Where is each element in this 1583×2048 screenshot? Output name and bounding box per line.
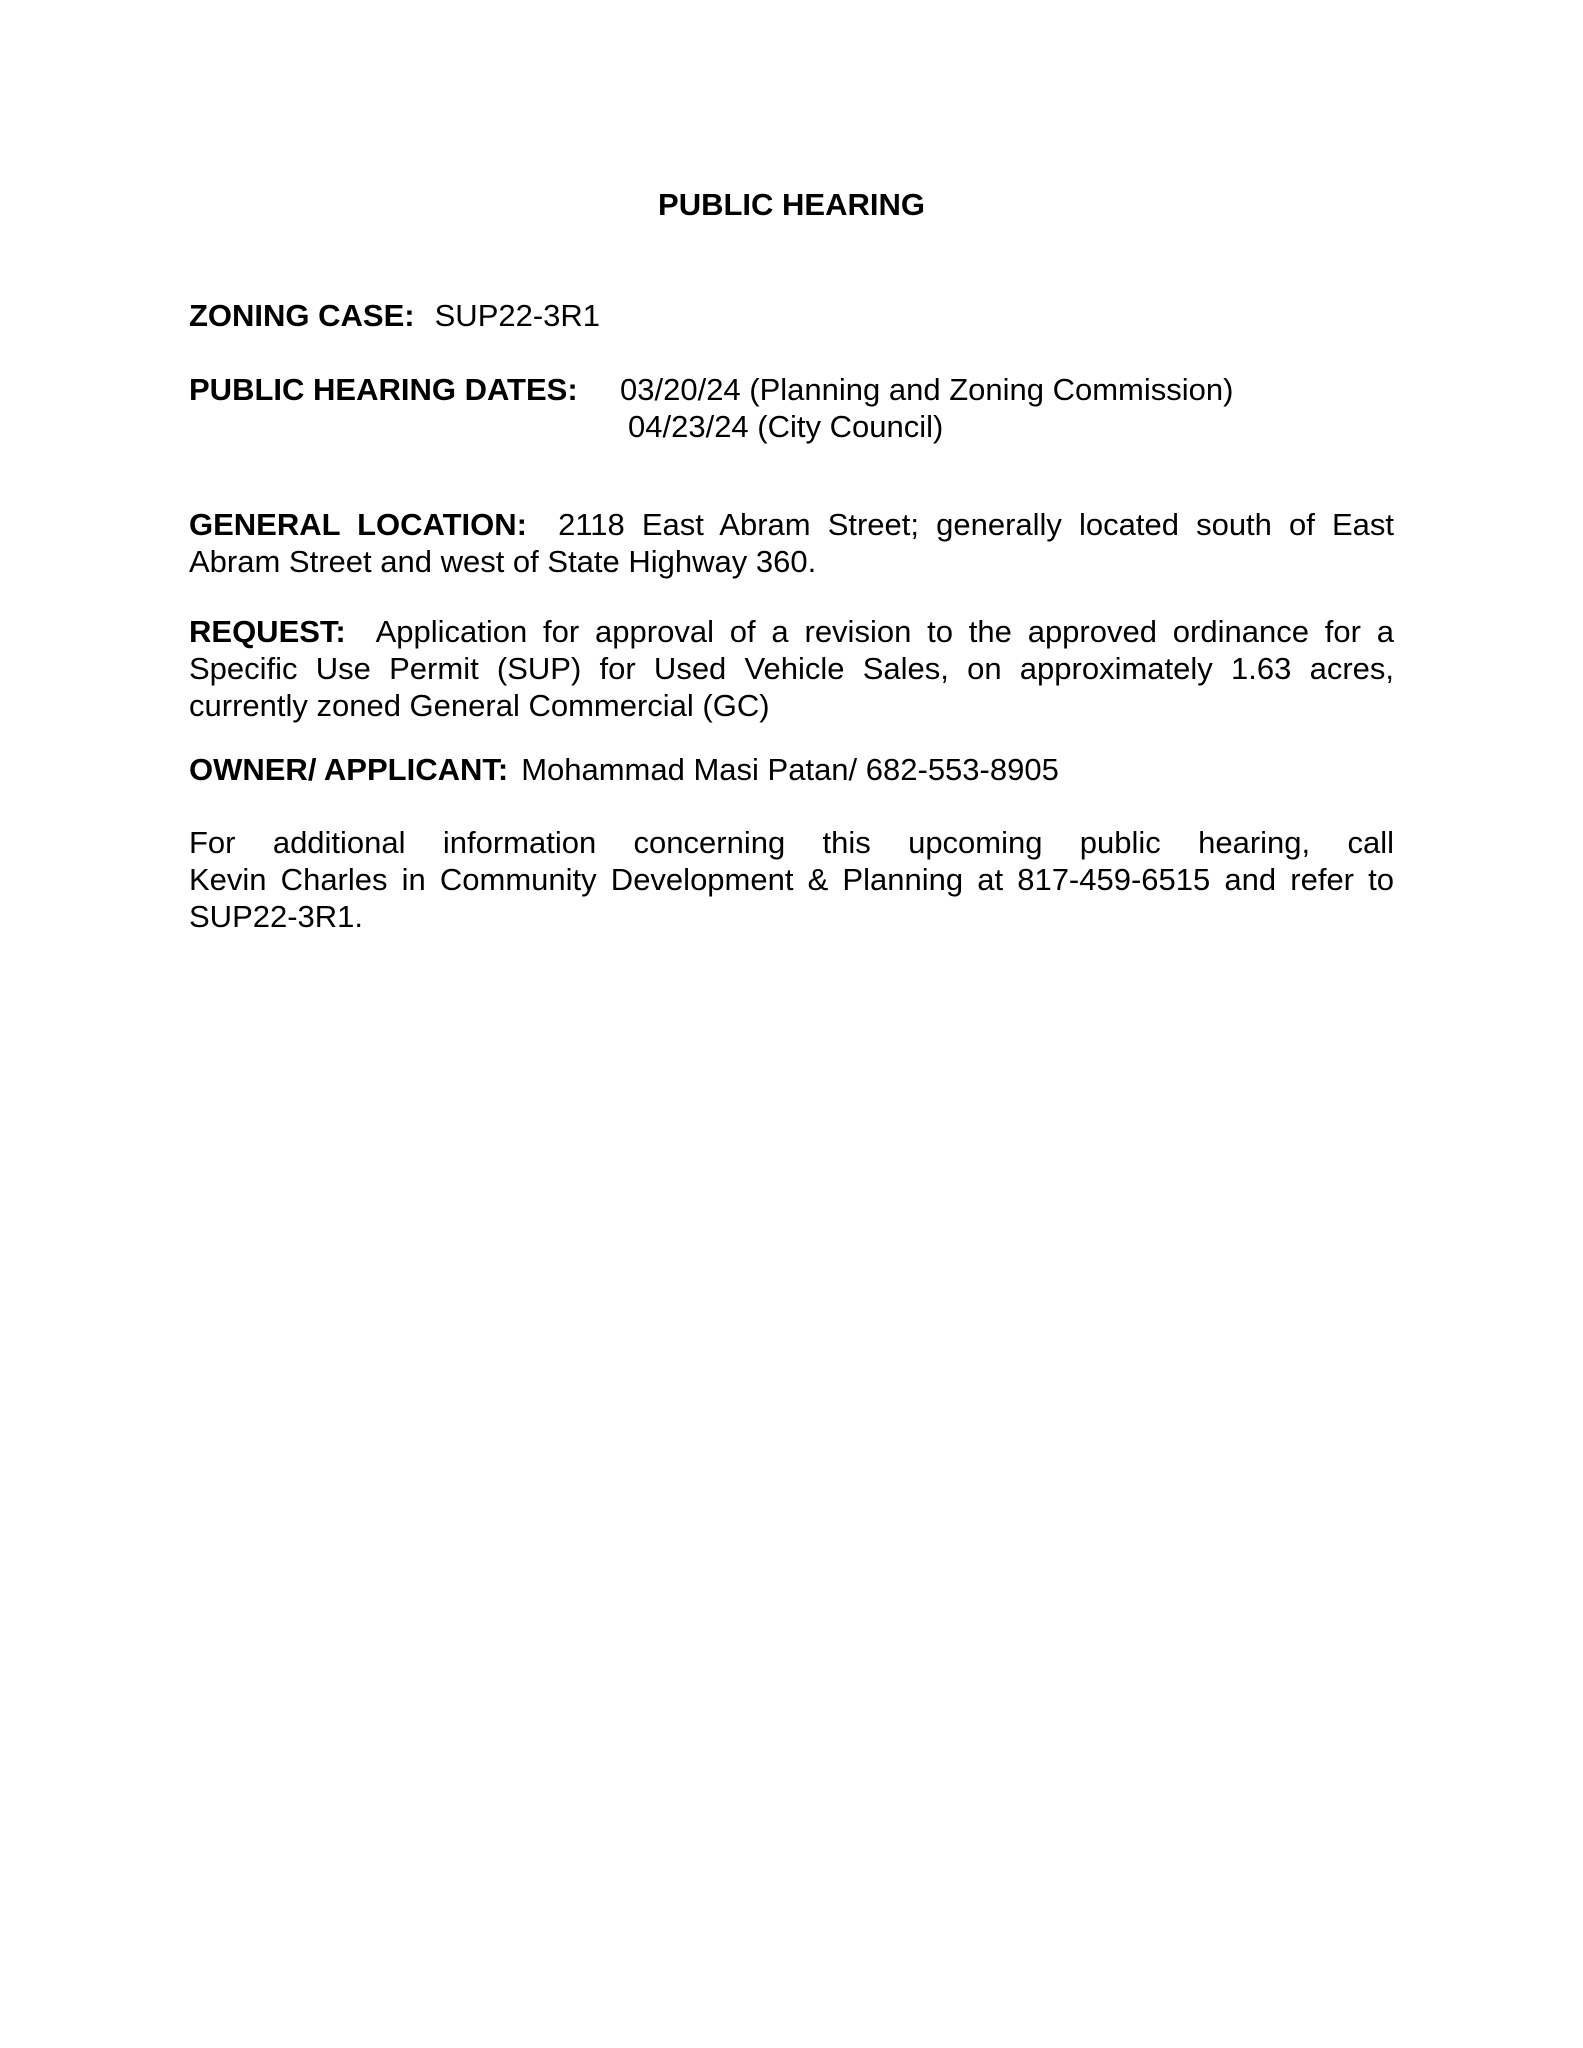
public-hearing-dates-label: PUBLIC HEARING DATES: [189,372,578,407]
request-label: REQUEST: [189,614,346,649]
page-title: PUBLIC HEARING [658,187,925,222]
request-line-3: currently zoned General Commercial (GC) [189,688,770,723]
general-location-paragraph [189,506,1394,580]
owner-applicant-value: Mohammad Masi Patan/ 682-553-8905 [521,752,1059,787]
request-paragraph [189,613,1394,724]
request-text-1: Application for approval of a revision to the approved ordinance for a [375,614,1394,649]
public-hearing-dates-row [189,371,1394,445]
general-location-label: GENERAL LOCATION: [189,507,527,542]
general-location-text-1: 2118 East Abram Street; generally located south of East [558,507,1394,542]
additional-info-line-1: For additional information concerning this upcoming public hearing, call [189,825,1394,860]
zoning-case-value: SUP22-3R1 [434,298,601,333]
zoning-case-row [189,297,1394,334]
request-line-1 [189,613,1394,650]
additional-info-line-2: Kevin Charles in Community Development & Planning at 817-459-6515 and refer to [189,862,1394,897]
document-content [0,186,1583,935]
hearing-date-city-council: 04/23/24 (City Council) [628,409,944,444]
owner-applicant-label: OWNER/ APPLICANT: [189,752,509,787]
zoning-case-label: ZONING CASE: [189,298,415,333]
hearing-date-planning-zoning: 03/20/24 (Planning and Zoning Commission) [620,372,1234,407]
request-line-2: Specific Use Permit (SUP) for Used Vehicle Sales, on approximately 1.63 acres, [189,651,1394,686]
owner-applicant-row [189,751,1394,788]
additional-info-line-3: SUP22-3R1. [189,899,364,934]
general-location-line-1 [189,506,1394,543]
additional-info-paragraph [189,824,1394,935]
public-hearing-dates-list [620,371,1394,445]
general-location-line-2: Abram Street and west of State Highway 360. [189,544,817,579]
